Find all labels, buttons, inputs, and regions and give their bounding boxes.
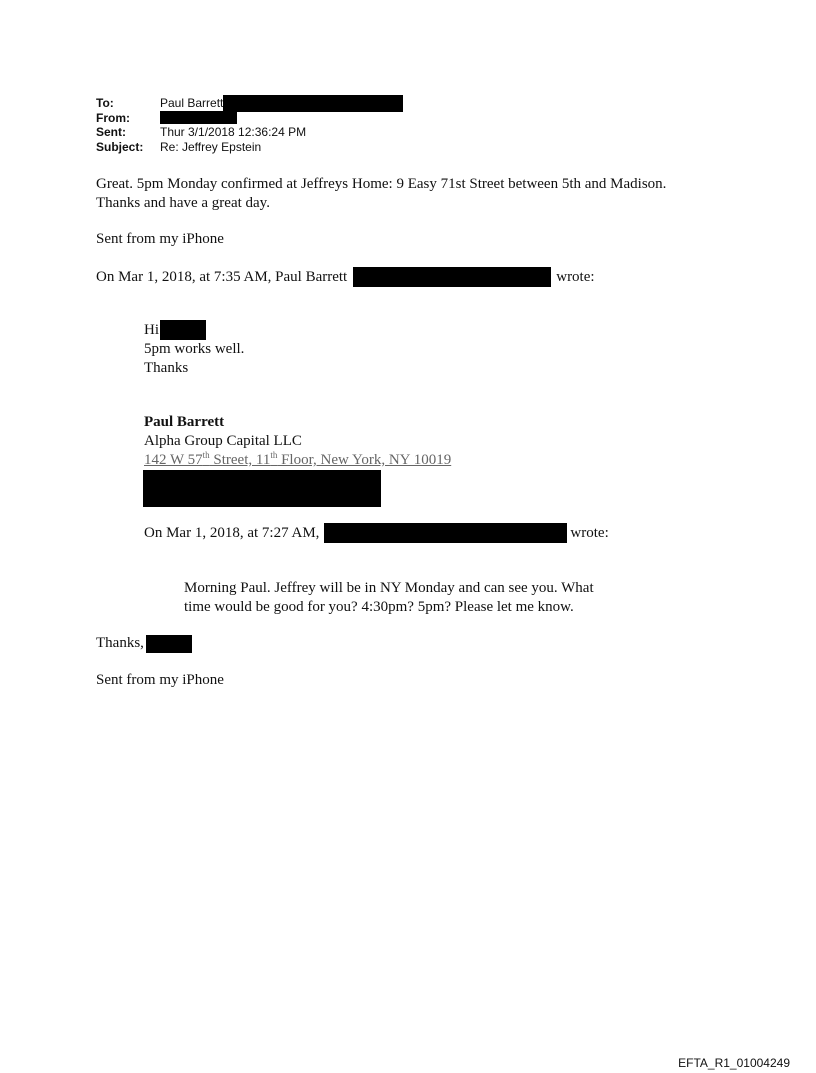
reply-block (144, 320, 244, 378)
closing-thanks-line (96, 634, 192, 653)
signature-address (144, 451, 451, 470)
subject-label: Subject: (96, 139, 144, 154)
from-label: From: (96, 110, 130, 125)
address-part-1: 142 W 57 (144, 452, 203, 468)
redaction-from (160, 111, 237, 124)
sent-row (96, 125, 403, 140)
redaction-signature-contact (143, 470, 381, 507)
quote-header-1 (96, 267, 595, 287)
body-line-2: Thanks and have a great day. (96, 195, 270, 211)
quote-header-1-suffix: wrote: (556, 268, 595, 285)
signature-name: Paul Barrett (144, 414, 225, 430)
signature-block (144, 413, 451, 470)
quote-header-2 (144, 523, 609, 543)
redaction-name-1 (160, 320, 206, 340)
subject-value: Re: Jeffrey Epstein (160, 139, 262, 154)
original-line-1: Morning Paul. Jeffrey will be in NY Monday and can see you. What (184, 580, 594, 596)
closing-sent-from: Sent from my iPhone (96, 672, 224, 688)
subject-row (96, 140, 403, 155)
sent-value: Thur 3/1/2018 12:36:24 PM (160, 125, 307, 139)
original-message (184, 579, 594, 617)
reply-line-1: 5pm works well. (144, 341, 245, 357)
address-part-3: Floor, New York, NY 10019 (277, 452, 452, 468)
address-sup-2: th (270, 450, 278, 460)
address-sup-1: th (202, 450, 210, 460)
redaction-email-1 (353, 267, 551, 287)
address-part-2: Street, 11 (209, 452, 271, 468)
to-label: To: (96, 96, 114, 110)
original-line-2: time would be good for you? 4:30pm? 5pm? Please let me know. (184, 599, 574, 615)
quote-header-2-suffix: wrote: (570, 524, 609, 541)
redaction-email-2 (324, 523, 567, 543)
sent-from-line: Sent from my iPhone (96, 231, 224, 247)
reply-line-2: Thanks (144, 360, 189, 376)
document-id: EFTA_R1_01004249 (678, 1056, 790, 1070)
body-paragraph (96, 175, 666, 213)
signature-company: Alpha Group Capital LLC (144, 433, 302, 449)
quote-header-2-prefix: On Mar 1, 2018, at 7:27 AM, (144, 524, 320, 541)
reply-greeting: Hi (144, 321, 159, 338)
redaction-to-email (223, 95, 403, 112)
redaction-name-2 (146, 635, 192, 653)
sent-label: Sent: (96, 125, 126, 139)
quote-header-1-prefix: On Mar 1, 2018, at 7:35 AM, Paul Barrett (96, 268, 348, 285)
email-header (96, 96, 403, 154)
body-line-1: Great. 5pm Monday confirmed at Jeffreys Home: 9 Easy 71st Street between 5th and Madison. (96, 176, 667, 192)
from-row (96, 111, 403, 126)
to-value: Paul Barrett (160, 96, 224, 110)
closing-thanks: Thanks, (96, 635, 144, 651)
reply-greeting-line (144, 320, 244, 340)
to-row (96, 96, 403, 111)
